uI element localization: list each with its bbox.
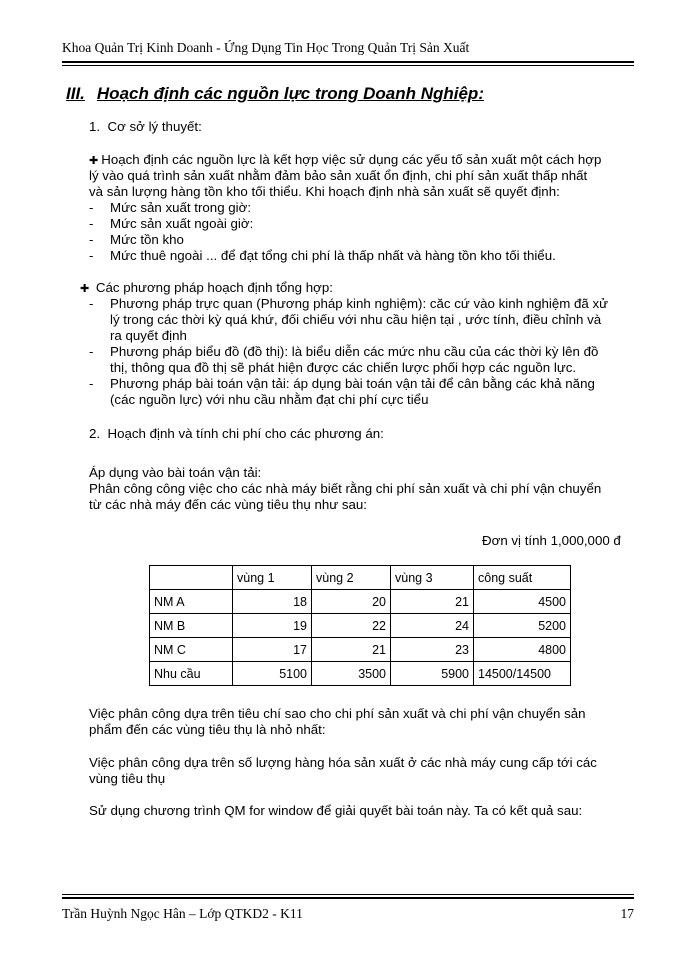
table-header-cell: vùng 3	[391, 566, 474, 590]
subsection-1-heading: 1. Cơ sở lý thuyết:	[89, 119, 202, 134]
assignment-paragraph-1: Việc phân công dựa trên tiêu chí sao cho chi phí sản xuất và chi phí vận chuyển sản phẩm đến các vùng tiêu thụ là nhỏ nhất:	[89, 706, 586, 737]
footer-rule-thin	[62, 894, 634, 895]
table-header-cell: vùng 1	[233, 566, 312, 590]
plus-bullet-icon: ✚	[80, 283, 90, 295]
apply-line-1: Áp dụng vào bài toán vận tải:	[89, 465, 262, 480]
page-header: Khoa Quản Trị Kinh Doanh - Ứng Dụng Tin Học Trong Quản Trị Sản Xuất	[62, 40, 470, 55]
table-header-row	[150, 566, 571, 590]
section-number: III.	[66, 84, 85, 103]
table-header-cell: công suất	[474, 566, 571, 590]
qm-paragraph: Sử dụng chương trình QM for window để giải quyết bài toán này. Ta có kết quả sau:	[89, 803, 583, 818]
footer-author: Trần Huỳnh Ngọc Hân – Lớp QTKD2 - K11	[62, 906, 303, 921]
bullet-aggregate-methods: ✚ Các phương pháp hoạch định tổng hợp:	[80, 280, 333, 295]
table-row: NM B 19 22 24 5200	[150, 614, 571, 638]
footer-rule-thick	[62, 897, 634, 899]
section-title-text: Hoạch định các nguồn lực trong Doanh Nghiệp:	[96, 84, 484, 103]
apply-line-2: Phân công công việc cho các nhà máy biết rằng chi phí sản xuất và chi phí vận chuyển	[89, 481, 602, 496]
apply-line-3: từ các nhà máy đến các vùng tiêu thụ như sau:	[89, 497, 367, 512]
bullet-resource-planning-line3: và sản lượng hàng tồn kho tối thiểu. Khi hoạch định nhà sản xuất sẽ quyết định:	[89, 184, 560, 199]
table-header-cell: vùng 2	[312, 566, 391, 590]
assignment-paragraph-2: Việc phân công dựa trên số lượng hàng hóa sản xuất ở các nhà máy cung cấp tới các vùng tiêu thụ	[89, 755, 597, 786]
section-title	[66, 84, 484, 104]
plus-bullet-icon: ✚	[89, 155, 99, 167]
header-rule-thick	[62, 61, 634, 63]
subsection-2-heading: 2. Hoạch định và tính chi phí cho các phương án:	[89, 426, 384, 441]
unit-note: Đơn vị tính 1,000,000 đ	[482, 533, 621, 548]
table-row: NM A 18 20 21 4500	[150, 590, 571, 614]
table-row: Nhu cầu 5100 3500 5900 14500/14500	[150, 662, 571, 686]
bullet-resource-planning: ✚ Hoạch định các nguồn lực là kết hợp việc sử dụng các yếu tố sản xuất một cách hợp	[89, 152, 602, 167]
bullet-resource-planning-line2: lý vào quá trình sản xuất nhằm đảm bảo sản xuất ổn định, chi phí sản xuất thấp nhất	[89, 168, 588, 183]
cost-table	[149, 565, 571, 686]
header-rule-thin	[62, 65, 634, 66]
page-number: 17	[620, 906, 634, 921]
table-cell	[150, 566, 233, 590]
document-page: Khoa Quản Trị Kinh Doanh - Ứng Dụng Tin Học Trong Quản Trị Sản Xuất III. Hoạch định các nguồn lực trong Doanh Nghiệp: 1. Cơ sở lý thuyết: ✚ Hoạch định các nguồn lực là kết hợp việc sử dụng các yếu tố sản xuất một cách hợp lý vào quá trình sản xuất nhằm đảm bảo sản xuất ổn định, chi phí sản xuất thấp nhất và sản lượng hàng tồn kho tối thiểu. Khi hoạch định nhà sản xuất sẽ quyết định: - Mức sản xuất trong giờ: - Mức sản xuất ngoài giờ: - Mức tồn kho - Mức thuê ngoài ... để đạt tổng chi phí là thấp nhất và hàng tồn kho tối thiểu. ✚ Các phương pháp hoạch định tổng hợp: - Phương pháp trực quan (Phương pháp kinh nghiệm): căc cứ vào kinh nghiệm đã xử lý trong các thời kỳ quá khứ, đối chiếu với nhu cầu hiện tại , ước tính, điều chỉnh và ra quyết định - Phương pháp biểu đồ (đồ thị): là biểu diễn các mức nhu cầu của các thời kỳ lên đồ thị, thông qua đồ thị sẽ phát hiện được các chiến lược phối hợp các nguồn lực. - Phương pháp bài toán vận tải: áp dụng bài toán vận tải để cân bằng các khả năng (các nguồn lực) với nhu cầu nhằm đạt chi phí cực tiểu 2. Hoạch định và tính chi phí cho các phương án: Áp dụng vào bài toán vận tải: Phân công công việc cho các nhà máy biết rằng chi phí sản xuất và chi phí vận chuyển từ các nhà máy đến các vùng tiêu thụ như sau: Đơn vị tính 1,000,000 đ vùng 1 vùng 2 vùng 3 công suất NM A 18 20 21 4500 NM B 19 22 24 5200 NM C 17 21 23 4800 Nhu cầu 5100 3500 5900 14500/14500 Việc phân công dựa trên tiêu chí sao cho chi phí sản xuất và chi phí vận chuyển sản phẩm đến các vùng tiêu thụ là nhỏ nhất: Việc phân công dựa trên số lượng hàng hóa sản xuất ở các nhà máy cung cấp tới các vùng tiêu thụ Sử dụng chương trình QM for window để giải quyết bài toán này. Ta có kết quả sau: Trần Huỳnh Ngọc Hân – Lớp QTKD2 - K11 17	[62, 40, 634, 921]
table-row: NM C 17 21 23 4800	[150, 638, 571, 662]
